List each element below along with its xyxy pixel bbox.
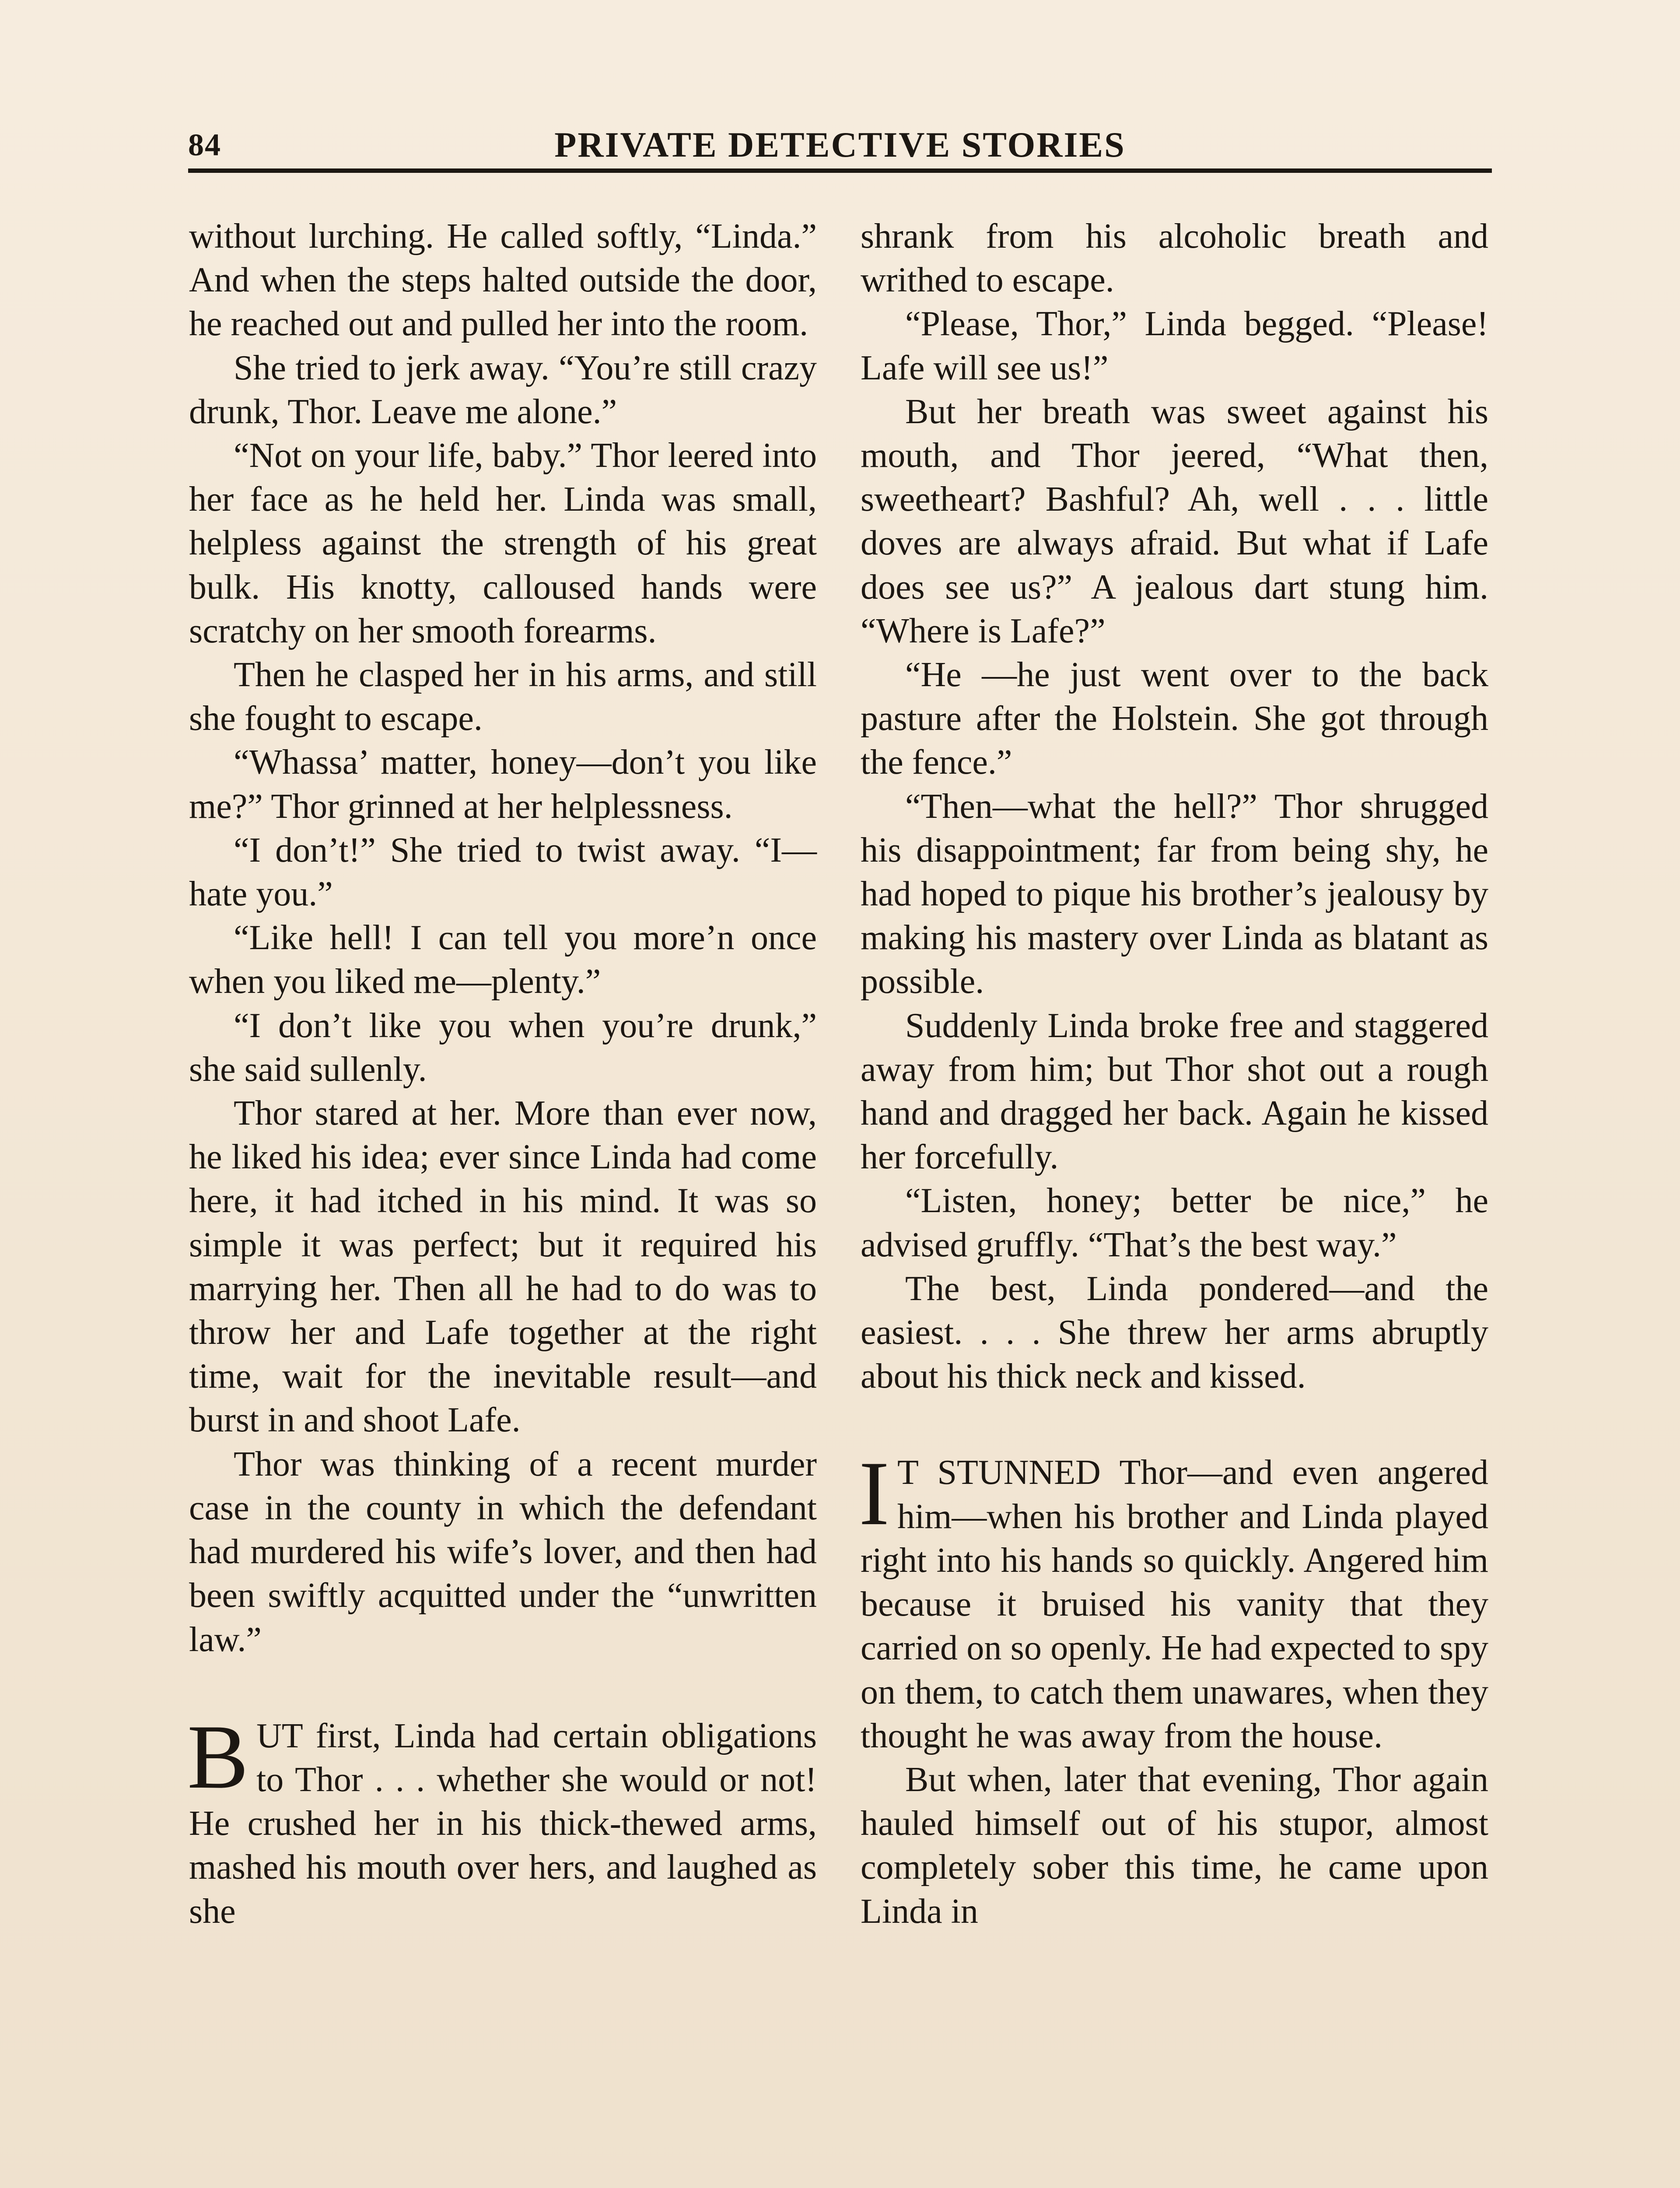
- paragraph: without lurching. He called softly, “Linda.” And when the steps halted outside the door, he reached out and pulled her into the room.: [189, 217, 817, 344]
- drop-cap: I: [859, 1443, 889, 1545]
- left-column: [189, 214, 817, 1933]
- paragraph: “Then—what the hell?” Thor shrugged his disappointment; far from being shy, he had hoped to pique his brother’s jealousy by making his mastery over Linda as blatant as possible.: [861, 787, 1488, 1001]
- paragraph: The best, Linda pondered—and the easiest. . . . She threw her arms abruptly about his thick neck and kissed.: [861, 1269, 1488, 1396]
- paragraph: She tried to jerk away. “You’re still crazy drunk, Thor. Leave me alone.”: [189, 348, 817, 431]
- drop-cap: B: [187, 1706, 249, 1808]
- paragraph: “He —he just went over to the back pasture after the Holstein. She got through the fence.”: [861, 656, 1488, 782]
- section-opening-text: UT first, Linda had certain obligations to Thor . . . whether she would or not! He crushed her in his thick-thewed arms, mashed his mouth over hers, and laughed as she: [189, 1716, 817, 1931]
- header-rule: [188, 168, 1492, 173]
- paragraph: shrank from his alcoholic breath and writhed to escape.: [861, 217, 1488, 300]
- section-opening-paragraph: [187, 1706, 817, 1933]
- page-header: [188, 118, 1492, 166]
- section-opening-paragraph: [859, 1443, 1488, 1757]
- paragraph: Thor was thinking of a recent murder case in the county in which the defendant had murdered his wife’s lover, and then had been swiftly acquitted under the “unwritten law.”: [189, 1445, 817, 1659]
- paragraph: Thor stared at her. More than ever now, he liked his idea; ever since Linda had come here, it had itched in his mind. It was so simple it was perfect; but it required his marrying her. Then all he had to do was to throw her and Lafe together at the right time, wait for the inevitable result—and burst in and shoot Lafe.: [189, 1094, 817, 1440]
- paragraph: Suddenly Linda broke free and staggered away from him; but Thor shot out a rough hand and dragged her back. Again he kissed her forcefully.: [861, 1006, 1488, 1177]
- paragraph: “Please, Thor,” Linda begged. “Please! Lafe will see us!”: [861, 305, 1488, 387]
- section-break: [189, 1662, 817, 1714]
- running-head: PRIVATE DETECTIVE STORIES: [554, 125, 1126, 165]
- paragraph: “I don’t!” She tried to twist away. “I—hate you.”: [189, 831, 817, 914]
- paragraph: But her breath was sweet against his mouth, and Thor jeered, “What then, sweetheart? Bashful? Ah, well . . . little doves are always afraid. But what if Lafe does see us?” A jealous dart stung him. “Where is Lafe?”: [861, 392, 1488, 650]
- paragraph: Then he clasped her in his arms, and still she fought to escape.: [189, 656, 817, 738]
- right-column: [861, 214, 1488, 1933]
- page-number: 84: [188, 127, 221, 162]
- section-break: [861, 1398, 1488, 1451]
- paragraph: “Listen, honey; better be nice,” he advised gruffly. “That’s the best way.”: [861, 1182, 1488, 1264]
- paragraph: “I don’t like you when you’re drunk,” she said sullenly.: [189, 1006, 817, 1089]
- section-opening-text: T STUNNED Thor—and even angered him—when his brother and Linda played right into his hands so quickly. Angered him because it bruised his vanity that they carried on so openly. He had expected to spy on them, to catch them unawares, when they thought he was away from the house.: [861, 1453, 1488, 1755]
- paragraph: “Whassa’ matter, honey—don’t you like me?” Thor grinned at her helplessness.: [189, 743, 817, 826]
- paragraph: But when, later that evening, Thor again hauled himself out of his stupor, almost completely sober this time, he came upon Linda in: [861, 1760, 1488, 1931]
- paragraph: “Not on your life, baby.” Thor leered into her face as he held her. Linda was small, helpless against the strength of his great bulk. His knotty, calloused hands were scratchy on her smooth forearms.: [189, 436, 817, 650]
- paragraph: “Like hell! I can tell you more’n once when you liked me—plenty.”: [189, 919, 817, 1001]
